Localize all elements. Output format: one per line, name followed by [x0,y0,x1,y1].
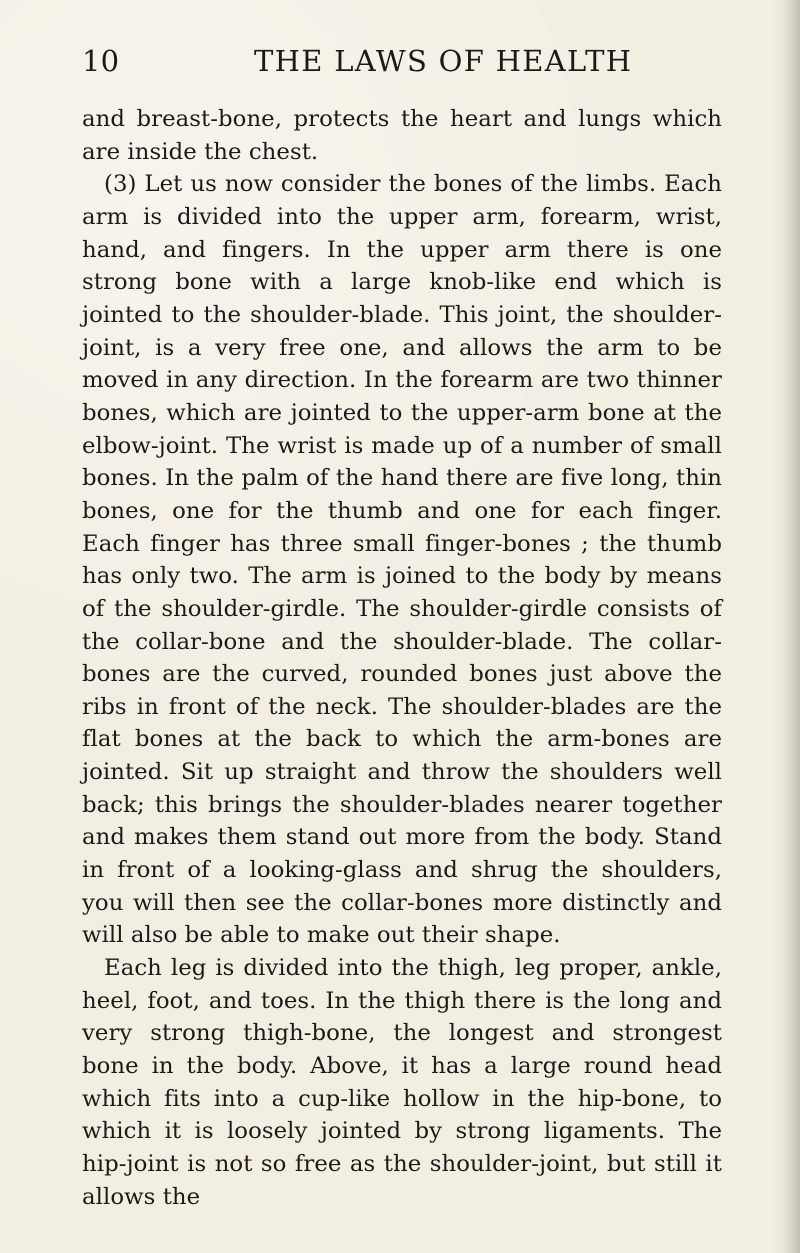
paragraph-3: Each leg is divided into the thigh, leg proper, ankle, heel, foot, and toes. In the thigh there is the long and very strong thigh-bone, the longest and strongest bone in the body. Above, it has a large round head which fits into a cup-like hollow in the hip-bone, to which it is loosely jointed by strong ligaments. The hip-joint is not so free as the shoulder-joint, but still it allows the [82,955,722,1210]
paragraph-1: and breast-bone, protects the heart and lungs which are inside the chest. [82,106,722,165]
body-text [82,103,722,1213]
running-title: THE LAWS OF HEALTH [254,44,633,78]
page-number: 10 [82,44,120,78]
page-header [82,44,720,78]
page-edge-shadow [782,0,800,1253]
paragraph-2: (3) Let us now consider the bones of the limbs. Each arm is divided into the upper arm, forearm, wrist, hand, and fingers. In the upper arm there is one strong bone with a large knob-like end which is jointed to the shoulder-blade. This joint, the shoulder-joint, is a very free one, and allows the arm to be moved in any direction. In the forearm are two thinner bones, which are jointed to the upper-arm bone at the elbow-joint. The wrist is made up of a number of small bones. In the palm of the hand there are five long, thin bones, one for the thumb and one for each finger. Each finger has three small finger-bones ; the thumb has only two. The arm is joined to the body by means of the shoulder-girdle. The shoulder-girdle consists of the collar-bone and the shoulder-blade. The collar-bones are the curved, rounded bones just above the ribs in front of the neck. The shoulder-blades are the flat bones at the back to which the arm-bones are jointed. Sit up straight and throw the shoulders well back; this brings the shoulder-blades nearer together and makes them stand out more from the body. Stand in front of a looking-glass and shrug the shoulders, you will then see the collar-bones more distinctly and will also be able to make out their shape. [82,171,722,949]
